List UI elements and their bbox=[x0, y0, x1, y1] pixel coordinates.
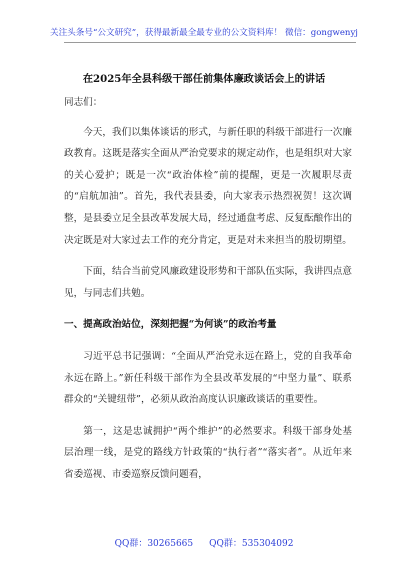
salutation: 同志们： bbox=[64, 97, 103, 108]
footer-qq-group-1: QQ群：30265665 bbox=[114, 539, 194, 549]
paragraph-section1-1: 习近平总书记强调：“全面从严治党永远在路上，党的自我革命永远在路上。”新任科级干部作为全县改革发展的“中坚力量”、联系群众的“关键纽带”，必须从政治高度认识廉政谈话的重要性。 bbox=[64, 350, 352, 406]
footer bbox=[0, 536, 408, 549]
paragraph-intro: 下面，结合当前党风廉政建设形势和干部队伍实际，我讲四点意见，与同志们共勉。 bbox=[64, 266, 352, 299]
footer-qq-group-2: QQ群：535304092 bbox=[209, 539, 294, 549]
header-divider bbox=[64, 42, 356, 43]
paragraph-section1-2: 第一，这是忠诚拥护“两个维护”的必然要求。科级干部身处基层治理一线，是党的路线方针政策的“执行者”“落实者”。从近年来省委巡视、市委巡察反馈问题看， bbox=[64, 425, 352, 480]
section-heading-1: 一、提高政治站位，深刻把握“为何谈”的政治考量 bbox=[64, 319, 277, 331]
header-banner: 关注头条号“公文研究”，获得最新最全最专业的公文资料库！ 微信：gongwenyj bbox=[50, 28, 358, 38]
paragraph-opening: 今天，我们以集体谈话的形式，与新任职的科级干部进行一次廉政教育。这既是落实全面从严治党要求的规定动作，也是组织对大家的关心爱护；既是一次“政治体检”前的提醒，更是一次履职尽责的“启航加油”。首先，我代表县委，向大家表示热烈祝贺！这次调整，是县委立足全县改革发展大局，经过通盘考虑、反复酝酿作出的决定既是对大家过去工作的充分肯定，更是对未来担当的殷切期望。 bbox=[64, 126, 352, 246]
document-body bbox=[64, 92, 352, 496]
document-title: 在2025年全县科级干部任前集体廉政谈话会上的讲话 bbox=[82, 73, 326, 85]
